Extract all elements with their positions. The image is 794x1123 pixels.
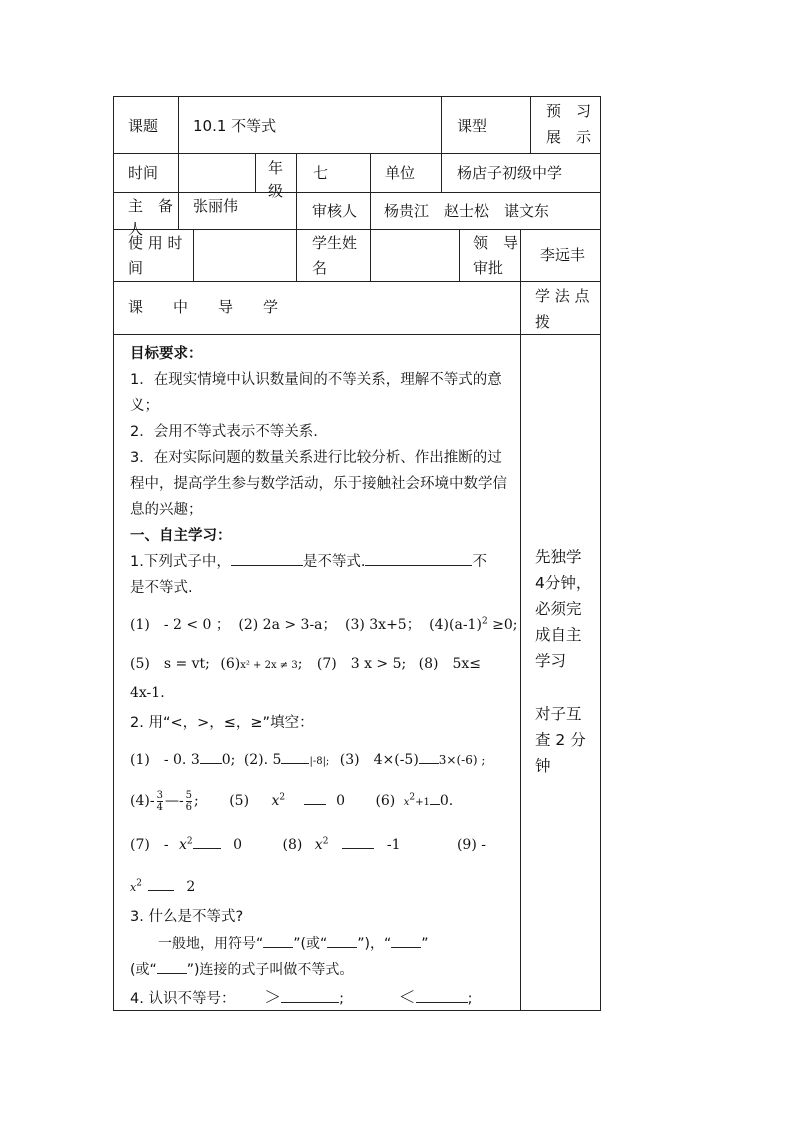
q1-opt-8: (8) 5x≤ xyxy=(418,656,482,672)
q2-8: (8) xyxy=(282,837,303,853)
q3-blank-2[interactable] xyxy=(327,931,357,948)
q2-5x: x xyxy=(271,793,280,809)
q4-text-e: ; xyxy=(467,991,473,1007)
q2-5z: 0 xyxy=(336,793,345,809)
q1-options-line2 xyxy=(130,653,481,673)
q2-1: (1) - 0. 3 xyxy=(130,752,200,768)
q4-lt-symbol: ＜ xyxy=(398,988,416,1008)
q2-8z: -1 xyxy=(386,837,401,853)
grade-label-clipped xyxy=(266,181,292,200)
side-note-2-line1: 对子互 xyxy=(535,705,582,723)
student-name-label-1: 学生姓 xyxy=(312,234,358,252)
q4-text-a: 4. 认识不等号： xyxy=(130,991,236,1007)
q2-4a: (4)- xyxy=(130,793,155,809)
goal-title: 目标要求： xyxy=(130,346,203,362)
fraction-5-6: $\frac{5}{6}$ xyxy=(185,789,193,813)
q2-6p: +1 xyxy=(415,797,430,808)
fraction-3-4: $\frac{3}{4}$ xyxy=(156,789,163,813)
topic-value: 10.1 不等式 xyxy=(193,117,277,135)
q4-gt-symbol: ＞ xyxy=(264,988,282,1008)
lesson-type-line1: 预 习 xyxy=(546,102,592,120)
q2-blank-3[interactable] xyxy=(419,747,439,764)
q1-options-line3: 4x-1. xyxy=(130,685,165,701)
q2-3: (3) 4×(-5) xyxy=(339,752,419,768)
q2-9: (9) - xyxy=(456,837,486,853)
q1-opt-6b: x² + 2x ≠ 3 xyxy=(240,660,298,671)
side-note-1-line2: 4分钟， xyxy=(535,574,592,592)
q4-blank-2[interactable] xyxy=(416,986,468,1003)
use-time-label-2: 间 xyxy=(128,259,144,277)
side-note-1-line4: 成自主 xyxy=(535,626,582,644)
q2-2: (2). 5 xyxy=(243,752,282,768)
q2-3b: 3×(-6) ; xyxy=(438,753,486,767)
lesson-type-label: 课型 xyxy=(457,117,488,135)
grade-value: 七 xyxy=(313,164,329,182)
time-label: 时间 xyxy=(128,164,159,182)
q1-text-a: 1.下列式子中， xyxy=(130,554,231,570)
q1-opt-7: (7) 3 x > 5; xyxy=(316,656,407,672)
q4-line xyxy=(130,983,472,1008)
grade-label-partial: 级 xyxy=(268,182,284,200)
q1-text-d: 是不等式. xyxy=(130,580,193,596)
guide-heading: 课 中 导 学 xyxy=(128,298,279,316)
goal-2: 2．会用不等式表示不等关系. xyxy=(130,424,318,440)
q3-blank-4[interactable] xyxy=(157,957,187,974)
unit-label: 单位 xyxy=(385,164,416,182)
use-time-label-1: 使 用 时 xyxy=(128,234,183,252)
q2-5: (5) xyxy=(229,793,250,809)
q3-text-a: 一般地，用符号“ xyxy=(158,936,264,952)
grade-label: 年 xyxy=(268,159,284,177)
q2-9x: x xyxy=(130,881,137,894)
lesson-type-line2: 展 示 xyxy=(546,128,592,146)
q1-blank-2[interactable] xyxy=(365,549,472,566)
q1-opt-4-exp: 2 xyxy=(481,616,488,627)
q2-1b: 0; xyxy=(221,752,236,768)
q2-7: (7) - xyxy=(130,837,169,853)
q3-text-e: (或“ xyxy=(130,962,157,978)
q1-options-line1 xyxy=(130,614,517,634)
q2-blank-8[interactable] xyxy=(342,832,374,849)
q1-opt-4a: (4) xyxy=(429,617,450,633)
goal-3: 3．在对实际问题的数量关系进行比较分析、作出推断的过程中，提高学生参与数学活动，乐于接触社会环境中数学信息的兴趣； xyxy=(130,450,507,518)
preparer-name: 张丽伟 xyxy=(193,197,239,215)
goal-1: 1．在现实情境中认识数量间的不等关系，理解不等式的意义； xyxy=(130,372,502,414)
q2-line1 xyxy=(130,747,485,769)
reviewer-names: 杨贵江 赵士松 谌文东 xyxy=(384,202,550,220)
method-heading-2: 拨 xyxy=(535,313,551,331)
topic-label: 课题 xyxy=(128,117,159,135)
q3-text-b: ”(或“ xyxy=(293,936,328,952)
side-note-1-line5: 学习 xyxy=(535,652,567,670)
q1-text-b: 是不等式. xyxy=(302,554,366,570)
preparer-label-clipped xyxy=(126,219,152,238)
unit-value: 杨店子初级中学 xyxy=(457,164,563,182)
q2-blank-1[interactable] xyxy=(200,747,222,764)
q3-blank-3[interactable] xyxy=(391,931,421,948)
q1-opt-5: (5) s = vt; xyxy=(130,656,210,672)
q2-6x: x xyxy=(403,797,410,808)
part1-title: 一、自主学习： xyxy=(130,528,232,544)
leader-name: 李远丰 xyxy=(540,246,586,264)
q1-text-c: 不 xyxy=(472,554,487,570)
q2-blank-2[interactable] xyxy=(281,747,309,764)
q2-blank-6[interactable] xyxy=(430,788,440,805)
q3-text-d: ” xyxy=(421,936,429,952)
q1-opt-4c: ≥0; xyxy=(492,617,518,633)
q3-text-c: ”)，“ xyxy=(357,936,392,952)
q2-blank-9[interactable] xyxy=(148,874,174,891)
q1-opt-6a: (6) xyxy=(220,656,241,672)
q2-7x: x xyxy=(179,837,187,853)
preparer-label: 主 备 xyxy=(128,197,174,215)
q1-opt-3: (3) 3x+5； xyxy=(344,617,421,633)
q3-blank-1[interactable] xyxy=(263,931,293,948)
preparer-label-partial: 人 xyxy=(128,220,144,238)
q2-6z: 0. xyxy=(439,793,454,809)
q2-7z: 0 xyxy=(233,837,243,853)
student-name-label-2: 名 xyxy=(312,259,328,277)
q2-8x: x xyxy=(314,837,323,853)
leader-label-2: 审批 xyxy=(473,259,504,277)
q4-blank-1[interactable] xyxy=(281,986,339,1003)
q2-blank-5[interactable] xyxy=(304,788,326,805)
side-note-2-line3: 钟 xyxy=(535,757,551,775)
q1-blank-1[interactable] xyxy=(231,549,303,566)
q3-line1 xyxy=(158,931,428,953)
q2-9z: 2 xyxy=(186,879,196,895)
side-note-2-line2: 查 2 分 xyxy=(535,731,586,749)
q2-blank-7[interactable] xyxy=(193,832,221,849)
q2-6: (6) xyxy=(375,793,396,809)
q1-line xyxy=(130,549,487,575)
reviewer-label: 审核人 xyxy=(312,202,358,220)
q3-text-f: ”)连接的式子叫做不等式。 xyxy=(186,962,354,978)
q1-opt-1: (1) - 2 < 0 ； xyxy=(130,617,230,633)
side-note-1-line3: 必须完 xyxy=(535,600,582,618)
q4-text-c: ; xyxy=(339,991,344,1007)
q1-opt-2: (2) 2a > 3-a； xyxy=(238,617,337,633)
q2-2b: |-8|; xyxy=(309,756,330,767)
leader-label-1: 领 导 xyxy=(473,234,519,252)
q2-4m: —- xyxy=(164,793,184,809)
q1-opt-4b: (a-1) xyxy=(449,617,482,633)
q2-4e: ; xyxy=(194,793,199,809)
q2-line4: $x^2$ 2 xyxy=(130,874,195,895)
q3-line2 xyxy=(130,957,353,979)
q2-line3: (7) - $x^2$ 0 (8) $x^2$ -1 (9) - xyxy=(130,832,486,854)
method-heading-1: 学 法 点 xyxy=(535,287,590,305)
q3-title: 3. 什么是不等式? xyxy=(130,909,244,925)
q2-line2: (4)- $\frac{3}{4}$ —- $\frac{5}{6}$ ; (5) $x^2$ 0 (6) $x^2+1$ 0. xyxy=(130,789,454,813)
q2-title: 2. 用“<，>，≤，≥”填空： xyxy=(130,715,314,731)
side-note-1-line1: 先独学 xyxy=(535,548,582,566)
q1-opt-6c: ; xyxy=(297,656,303,672)
